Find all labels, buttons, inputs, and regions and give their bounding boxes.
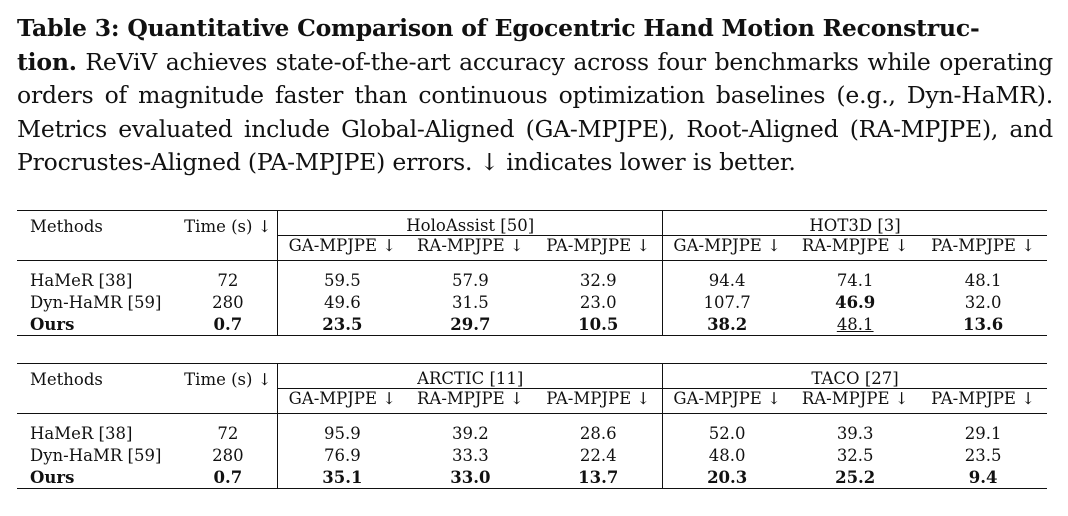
metric-value: 32.5 (836, 445, 874, 465)
table-row (17, 313, 1047, 336)
metric-value: 31.5 (452, 292, 489, 312)
metric-value: 48.1 (964, 270, 1002, 290)
metric-value: 23.0 (534, 291, 662, 313)
metric-header: RA-MPJPE ↓ (406, 236, 534, 261)
table-row (17, 291, 1047, 313)
metric-value-best: 10.5 (534, 313, 662, 336)
caption-label: Table 3: Quantitative Comparison of Egocentric Hand Motion Reconstruc- (17, 14, 980, 42)
methods-header: Methods (30, 369, 103, 389)
method-name: Ours (30, 314, 75, 334)
table-holoassist-hot3d (17, 210, 1047, 336)
metric-header: PA-MPJPE ↓ (919, 236, 1047, 261)
metric-value: 32.0 (964, 292, 1002, 312)
metric-value-best: 20.3 (707, 467, 748, 487)
time-value: 0.7 (178, 466, 277, 489)
metric-value-second: 48.1 (836, 314, 874, 334)
time-value: 72 (178, 422, 277, 444)
time-value: 280 (178, 291, 277, 313)
metric-value: 28.6 (534, 422, 662, 444)
metric-value: 48.0 (708, 445, 746, 465)
metric-header: PA-MPJPE ↓ (534, 389, 662, 414)
table-row (17, 444, 1047, 466)
metric-value: 59.5 (323, 270, 361, 290)
metric-header: GA-MPJPE ↓ (278, 389, 407, 414)
metric-value-best: 29.7 (450, 314, 491, 334)
metric-value: 74.1 (836, 270, 874, 290)
metric-value: 29.1 (964, 423, 1002, 443)
group-header-hot3d: HOT3D [3] (663, 211, 1047, 236)
metric-value-best: 38.2 (707, 314, 748, 334)
metric-header: PA-MPJPE ↓ (919, 389, 1047, 414)
method-name: HaMeR [38] (30, 423, 133, 443)
time-value: 72 (178, 269, 277, 291)
metric-value: 23.5 (964, 445, 1002, 465)
metric-value: 22.4 (534, 444, 662, 466)
time-header: Time (s) ↓ (178, 211, 277, 236)
time-header: Time (s) ↓ (178, 364, 277, 389)
metric-value: 94.4 (708, 270, 746, 290)
metric-value: 39.3 (836, 423, 874, 443)
metric-header: RA-MPJPE ↓ (791, 389, 919, 414)
metric-header: RA-MPJPE ↓ (791, 236, 919, 261)
metric-value: 76.9 (323, 445, 361, 465)
method-name: HaMeR [38] (30, 270, 133, 290)
metric-value: 32.9 (534, 269, 662, 291)
metric-value: 52.0 (708, 423, 746, 443)
time-value: 0.7 (178, 313, 277, 336)
metric-value-best: 9.4 (968, 467, 998, 487)
metric-value-best: 46.9 (835, 292, 876, 312)
metric-value: 95.9 (323, 423, 361, 443)
metric-value-best: 35.1 (322, 467, 363, 487)
metric-value-best: 23.5 (322, 314, 363, 334)
table-caption (17, 12, 1053, 180)
group-header-holoassist: HoloAssist [50] (278, 211, 663, 236)
method-name: Ours (30, 467, 75, 487)
methods-header: Methods (30, 216, 103, 236)
table-arctic-taco (17, 363, 1047, 489)
metric-value-best: 13.6 (963, 314, 1004, 334)
metric-value-best: 13.7 (534, 466, 662, 489)
method-name: Dyn-HaMR [59] (30, 445, 162, 465)
metric-value: 39.2 (452, 423, 489, 443)
metric-value-best: 25.2 (835, 467, 876, 487)
metric-header: GA-MPJPE ↓ (663, 236, 792, 261)
time-value: 280 (178, 444, 277, 466)
metric-header: PA-MPJPE ↓ (534, 236, 662, 261)
table-row (17, 269, 1047, 291)
caption-label-cont: tion. (17, 47, 77, 76)
metric-header: GA-MPJPE ↓ (278, 236, 407, 261)
group-header-arctic: ARCTIC [11] (278, 364, 663, 389)
table-row (17, 422, 1047, 444)
method-name: Dyn-HaMR [59] (30, 292, 162, 312)
caption-body: ReViV achieves state-of-the-art accuracy across four benchmarks while operating orders of magnitude faster than continuous optimization baselines (e.g., Dyn-HaMR). Metrics evaluated include Global-Aligned (GA-MPJPE), Root-Aligned (RA-MPJPE), and Procrustes-Aligned (PA-MPJPE) errors. ↓ indicates lower is better. (17, 47, 1053, 176)
metric-header: RA-MPJPE ↓ (406, 389, 534, 414)
metric-value: 107.7 (703, 292, 751, 312)
metric-value: 33.3 (452, 445, 489, 465)
metric-value: 49.6 (323, 292, 361, 312)
metric-value-best: 33.0 (450, 467, 491, 487)
metric-header: GA-MPJPE ↓ (663, 389, 792, 414)
metric-value: 57.9 (452, 270, 489, 290)
table-row (17, 466, 1047, 489)
group-header-taco: TACO [27] (663, 364, 1047, 389)
